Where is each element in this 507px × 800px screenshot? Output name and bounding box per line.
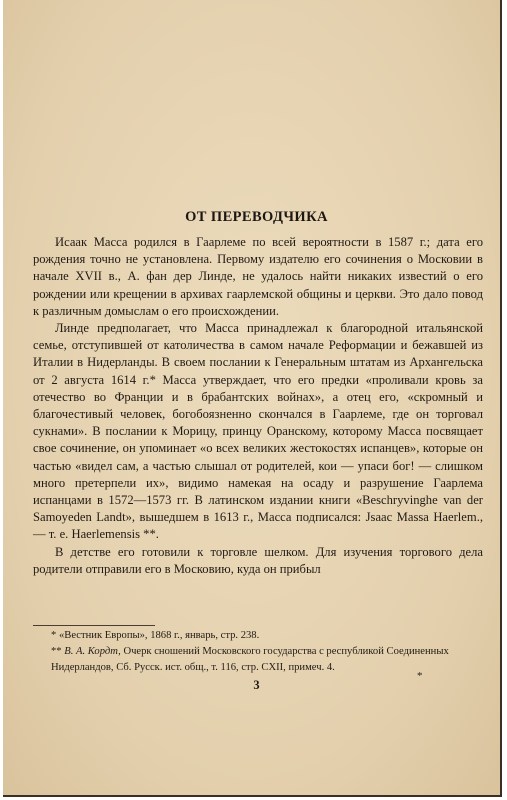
footnote-mark: ** — [51, 645, 62, 657]
footnotes — [51, 628, 481, 675]
footnote-text: Очерк сношений Московского государства с республикой Соединенных Нидерландов, Сб. Русск. ист. общ., т. 116, стр. CXII, примеч. 4. — [51, 645, 449, 673]
footnote-text: «Вестник Европы», 1868 г., январь, стр. 238. — [58, 630, 260, 641]
footnote-divider — [33, 625, 155, 626]
paragraph: Линде предполагает, что Масса принадлежал к благородной итальянской семье, отступившей от католичества в самом начале Реформации и бежавшей из Италии в Нидерланды. В своем послании к Генеральным штатам из Архангельска от 2 августа 1614 г.* Масса утверждает, что его предки «проливали кровь за отечество во Франции и в брабантских войнах», а отец его, «скромный и благочестивый человек, богобоязненно скончался в Гаарлеме, где он торговал сукнами». В послании к Морицу, принцу Оранскому, которому Масса посвящает свое сочинение, он упоминает «о всех великих жестокостях испанцев», которые он частью «видел сам, а частью слышал от родителей, кои — упаси бог! — слишком много претерпели их», видимо намекая на осаду и разрушение Гаарлема испанцами в 1572—1573 гг. В латинском издании книги «Beschryvinghe van der Samoyeden Landt», вышедшем в 1613 г., Масса подписался: Jsaac Massa Haerlem., — т. е. Haerlemensis **. — [33, 321, 483, 542]
book-page — [3, 0, 502, 797]
footnote-author: В. А. Кордт, — [64, 645, 121, 657]
page-title: ОТ ПЕРЕВОДЧИКА — [185, 209, 328, 225]
signature-mark: * — [417, 670, 423, 682]
main-text — [33, 234, 483, 578]
footnote-mark: * — [51, 630, 57, 641]
page-number: 3 — [253, 678, 260, 692]
paragraph: Исаак Масса родился в Гаарлеме по всей вероятности в 1587 г.; дата его рождения точно не установлена. Первому издателю его сочинения о Московии в начале XVII в., А. фан дер Линде, не удалось найти никаких известий о его рождении или крещении в архивах гаарлемской общины и церкви. Это дало повод к различным домыслам о его происхождении. — [33, 235, 483, 318]
paragraph: В детстве его готовили к торговле шелком. Для изучения торгового дела родители отправили его в Московию, куда он прибыл — [33, 544, 483, 576]
footnote — [51, 628, 481, 644]
